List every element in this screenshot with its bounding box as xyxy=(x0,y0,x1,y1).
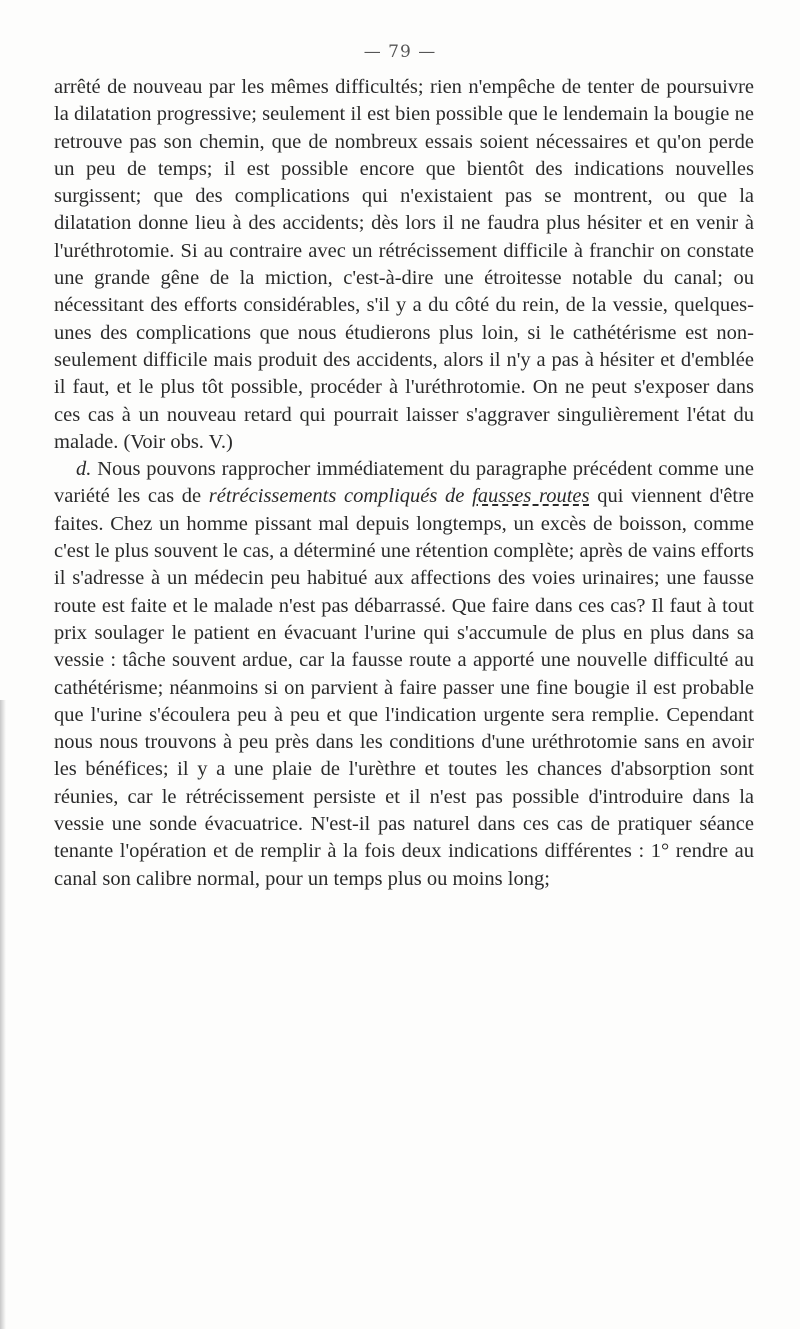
paragraph-label: d. xyxy=(76,458,92,481)
page-number: — 79 — xyxy=(363,42,437,62)
paragraph-2 xyxy=(54,456,754,893)
page-binding-shadow xyxy=(0,700,6,1329)
body-text xyxy=(54,74,754,893)
paragraph-2-intro: Nous pouvons rapprocher immédiatement du paragraphe précédent comme une variété les cas de xyxy=(54,458,754,508)
paragraph-1: arrêté de nouveau par les mêmes difficultés; rien n'empêche de tenter de poursuivre la dilatation progressive; seulement il est bien possible que le lendemain la bougie ne retrouve pas son chemin, que de nombreux essais soient nécessaires et qu'on perde un peu de temps; il est possible encore que bientôt des indications nouvelles surgissent; que des complications qui n'existaient pas se montrent, ou que la dilatation donne lieu à des accidents; dès lors il ne faudra plus hésiter et en venir à l'uréthrotomie. Si au contraire avec un rétrécissement difficile à franchir on constate une grande gêne de la miction, c'est-à-dire une étroitesse notable du canal; ou nécessitant des efforts considérables, s'il y a du côté du rein, de la vessie, quelques-unes des complications que nous étudierons plus loin, si le cathétérisme est non-seulement difficile mais produit des accidents, alors il n'y a pas à hésiter et d'emblée il faut, et le plus tôt possible, procéder à l'uréthrotomie. On ne peut s'exposer dans ces cas à un nouveau retard qui pourrait laisser s'aggraver singulièrement l'état du malade. (Voir obs. V.) xyxy=(54,76,754,453)
italic-term: rétrécissements compliqués de xyxy=(208,485,465,508)
paragraph-2-body: qui viennent d'être faites. Chez un homme pissant mal depuis longtemps, un excès de boisson, comme c'est le plus souvent le cas, a déterminé une rétention complète; après de vains efforts il s'adresse à un médecin peu habitué aux affections des voies urinaires; une fausse route est faite et le malade n'est pas débarrassé. Que faire dans ces cas? Il faut à tout prix soulager le patient en évacuant l'urine qui s'accumule de plus en plus dans sa vessie : tâche souvent ardue, car la fausse route a apporté une nouvelle difficulté au cathétérisme; néanmoins si on parvient à faire passer une fine bougie il est probable que l'urine s'écoulera peu à peu et que l'indication urgente sera remplie. Cependant nous nous trouvons à peu près dans les conditions d'une uréthrotomie sans en avoir les bénéfices; il y a une plaie de l'urèthre et toutes les chances d'absorption sont réunies, car le rétrécissement persiste et il n'est pas possible d'introduire dans la vessie une sonde évacuatrice. N'est-il pas naturel dans ces cas de pratiquer séance tenante l'opération et de remplir à la fois deux indications différentes : 1° rendre au canal son calibre normal, pour un temps plus ou moins long; xyxy=(54,485,755,890)
underlined-term: fausses routes xyxy=(472,485,590,508)
